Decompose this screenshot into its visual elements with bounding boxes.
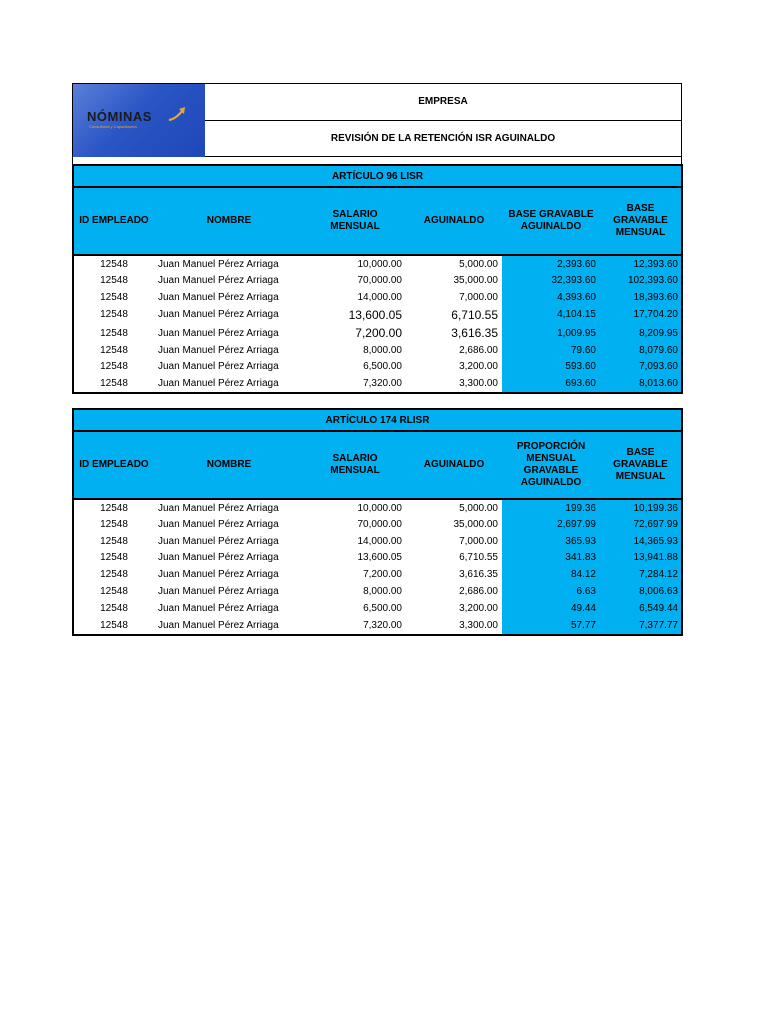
- header-id-empleado: ID EMPLEADO: [79, 459, 149, 470]
- cell-salario-mensual: 7,320.00: [363, 378, 402, 389]
- cell-id-empleado: 12548: [100, 620, 128, 631]
- cell-base-gravable: 4,393.60: [502, 289, 600, 305]
- header-titles: [205, 84, 681, 156]
- cell-aguinaldo: 6,710.55: [451, 307, 498, 322]
- table-row: [74, 617, 681, 634]
- cell-base-gravable-mensual: 18,393.60: [600, 289, 681, 305]
- cell-nombre: Juan Manuel Pérez Arriaga: [158, 291, 279, 303]
- cell-id-empleado: 12548: [100, 535, 128, 547]
- cell-salario-mensual: 14,000.00: [357, 535, 402, 547]
- cell-aguinaldo: 3,616.35: [451, 326, 498, 340]
- cell-id-empleado: 12548: [100, 361, 128, 372]
- cell-aguinaldo: 7,000.00: [459, 535, 498, 547]
- cell-id-empleado: 12548: [100, 291, 128, 303]
- cell-base-gravable-mensual: 6,549.44: [600, 600, 681, 617]
- table-articulo-96: [72, 164, 683, 394]
- cell-nombre: Juan Manuel Pérez Arriaga: [158, 620, 279, 631]
- cell-id-empleado: 12548: [100, 552, 128, 563]
- cell-salario-mensual: 70,000.00: [357, 519, 402, 530]
- cell-id-empleado: 12548: [100, 502, 128, 514]
- cell-salario-mensual: 8,000.00: [363, 344, 402, 356]
- cell-salario-mensual: 10,000.00: [357, 258, 402, 270]
- cell-nombre: Juan Manuel Pérez Arriaga: [158, 344, 279, 356]
- cell-base-gravable-mensual: 17,704.20: [600, 305, 681, 324]
- document-title: REVISIÓN DE LA RETENCIÓN ISR AGUINALDO: [205, 120, 681, 157]
- cell-salario-mensual: 8,000.00: [363, 586, 402, 597]
- cell-aguinaldo: 3,200.00: [459, 361, 498, 372]
- cell-base-gravable-mensual: 7,284.12: [600, 566, 681, 583]
- cell-id-empleado: 12548: [100, 586, 128, 597]
- company-title: EMPRESA: [418, 96, 468, 108]
- header-nombre: NOMBRE: [206, 215, 252, 226]
- table-row: [74, 342, 681, 358]
- cell-nombre: Juan Manuel Pérez Arriaga: [158, 502, 279, 514]
- table-articulo-174: [72, 408, 683, 636]
- cell-id-empleado: 12548: [100, 519, 128, 530]
- cell-aguinaldo: 35,000.00: [453, 519, 498, 530]
- table-row: [74, 549, 681, 566]
- header-base-gravable-mensual: BASE GRAVABLE MENSUAL: [613, 447, 668, 482]
- header-salario-mensual: SALARIO MENSUAL: [330, 453, 380, 476]
- cell-aguinaldo: 5,000.00: [459, 502, 498, 514]
- cell-salario-mensual: 6,500.00: [363, 361, 402, 372]
- cell-base-gravable: 2,697.99: [502, 516, 600, 533]
- arrow-up-right-icon: [168, 106, 188, 122]
- table-row: [74, 305, 681, 324]
- header-spacer: [72, 156, 682, 164]
- cell-salario-mensual: 7,200.00: [355, 326, 402, 340]
- cell-nombre: Juan Manuel Pérez Arriaga: [158, 603, 279, 614]
- cell-aguinaldo: 3,300.00: [459, 620, 498, 631]
- cell-base-gravable-mensual: 8,013.60: [600, 375, 681, 392]
- cell-base-gravable: 79.60: [502, 342, 600, 358]
- cell-nombre: Juan Manuel Pérez Arriaga: [158, 552, 279, 563]
- cell-salario-mensual: 13,600.05: [357, 552, 402, 563]
- cell-nombre: Juan Manuel Pérez Arriaga: [158, 519, 279, 530]
- table-title: ARTÍCULO 174 RLISR: [74, 410, 681, 432]
- cell-salario-mensual: 6,500.00: [363, 603, 402, 614]
- cell-aguinaldo: 3,200.00: [459, 603, 498, 614]
- cell-base-gravable: 593.60: [502, 358, 600, 375]
- cell-base-gravable-mensual: 10,199.36: [600, 500, 681, 516]
- table-row: [74, 566, 681, 583]
- cell-id-empleado: 12548: [100, 569, 128, 580]
- header-id-empleado: ID EMPLEADO: [79, 215, 149, 226]
- cell-id-empleado: 12548: [100, 275, 128, 286]
- cell-nombre: Juan Manuel Pérez Arriaga: [158, 569, 279, 580]
- cell-id-empleado: 12548: [100, 344, 128, 356]
- header-base-gravable-aguinaldo: BASE GRAVABLE AGUINALDO: [508, 209, 594, 232]
- cell-base-gravable-mensual: 8,079.60: [600, 342, 681, 358]
- header-proporcion-mensual: PROPORCIÓN MENSUAL GRAVABLE AGUINALDO: [516, 441, 586, 488]
- cell-base-gravable: 49.44: [502, 600, 600, 617]
- header-aguinaldo: AGUINALDO: [423, 459, 485, 470]
- header-base-gravable-mensual: BASE GRAVABLE MENSUAL: [613, 203, 668, 238]
- cell-aguinaldo: 2,686.00: [459, 344, 498, 356]
- cell-base-gravable-mensual: 12,393.60: [600, 256, 681, 272]
- cell-base-gravable: 84.12: [502, 566, 600, 583]
- cell-base-gravable-mensual: 14,365.93: [600, 533, 681, 549]
- cell-base-gravable: 57.77: [502, 617, 600, 634]
- cell-base-gravable-mensual: 13,941.88: [600, 549, 681, 566]
- cell-id-empleado: 12548: [100, 309, 128, 320]
- cell-base-gravable: 341.83: [502, 549, 600, 566]
- cell-aguinaldo: 3,616.35: [459, 569, 498, 580]
- cell-base-gravable-mensual: 102,393.60: [600, 272, 681, 289]
- table-title: ARTÍCULO 96 LISR: [74, 166, 681, 188]
- table-row: [74, 600, 681, 617]
- table-row: [74, 324, 681, 342]
- cell-nombre: Juan Manuel Pérez Arriaga: [158, 361, 279, 372]
- table-row: [74, 375, 681, 392]
- cell-salario-mensual: 13,600.05: [348, 307, 402, 322]
- cell-aguinaldo: 5,000.00: [459, 258, 498, 270]
- cell-nombre: Juan Manuel Pérez Arriaga: [158, 378, 279, 389]
- company-logo: [73, 84, 205, 157]
- cell-nombre: Juan Manuel Pérez Arriaga: [158, 327, 279, 339]
- cell-base-gravable-mensual: 7,093.60: [600, 358, 681, 375]
- cell-base-gravable: 1,009.95: [502, 324, 600, 342]
- table-row: [74, 533, 681, 549]
- cell-aguinaldo: 35,000.00: [453, 275, 498, 286]
- cell-nombre: Juan Manuel Pérez Arriaga: [158, 309, 279, 320]
- table-row: [74, 289, 681, 305]
- cell-salario-mensual: 14,000.00: [357, 291, 402, 303]
- cell-base-gravable: 693.60: [502, 375, 600, 392]
- cell-id-empleado: 12548: [100, 258, 128, 270]
- table-row: [74, 516, 681, 533]
- cell-base-gravable: 199.36: [502, 500, 600, 516]
- cell-nombre: Juan Manuel Pérez Arriaga: [158, 275, 279, 286]
- cell-aguinaldo: 2,686.00: [459, 586, 498, 597]
- cell-salario-mensual: 10,000.00: [357, 502, 402, 514]
- cell-aguinaldo: 3,300.00: [459, 378, 498, 389]
- table-header-row: [74, 432, 681, 500]
- header-salario-mensual: SALARIO MENSUAL: [330, 209, 380, 232]
- cell-base-gravable: 2,393.60: [502, 256, 600, 272]
- table-row: [74, 583, 681, 600]
- cell-salario-mensual: 7,200.00: [363, 569, 402, 580]
- cell-base-gravable-mensual: 7,377.77: [600, 617, 681, 634]
- cell-nombre: Juan Manuel Pérez Arriaga: [158, 258, 279, 270]
- table-row: [74, 272, 681, 289]
- cell-id-empleado: 12548: [100, 378, 128, 389]
- cell-base-gravable: 6.63: [502, 583, 600, 600]
- cell-salario-mensual: 70,000.00: [357, 275, 402, 286]
- header-aguinaldo: AGUINALDO: [423, 215, 485, 226]
- cell-base-gravable-mensual: 8,006.63: [600, 583, 681, 600]
- cell-base-gravable: 32,393.60: [502, 272, 600, 289]
- cell-salario-mensual: 7,320.00: [363, 620, 402, 631]
- table-body: [74, 256, 681, 392]
- cell-base-gravable: 4,104.15: [502, 305, 600, 324]
- table-body: [74, 500, 681, 634]
- logo-tagline: Consultoría y Capacitación: [89, 124, 137, 129]
- cell-nombre: Juan Manuel Pérez Arriaga: [158, 586, 279, 597]
- document-header: [72, 83, 682, 157]
- cell-base-gravable-mensual: 8,209.95: [600, 324, 681, 342]
- cell-id-empleado: 12548: [100, 327, 128, 339]
- cell-base-gravable: 365.93: [502, 533, 600, 549]
- cell-id-empleado: 12548: [100, 603, 128, 614]
- cell-base-gravable-mensual: 72,697.99: [600, 516, 681, 533]
- table-row: [74, 256, 681, 272]
- table-row: [74, 500, 681, 516]
- logo-wordmark: NÓMINAS: [87, 109, 152, 124]
- table-row: [74, 358, 681, 375]
- table-header-row: [74, 188, 681, 256]
- header-nombre: NOMBRE: [206, 459, 252, 470]
- cell-nombre: Juan Manuel Pérez Arriaga: [158, 535, 279, 547]
- cell-aguinaldo: 6,710.55: [459, 552, 498, 563]
- cell-aguinaldo: 7,000.00: [459, 291, 498, 303]
